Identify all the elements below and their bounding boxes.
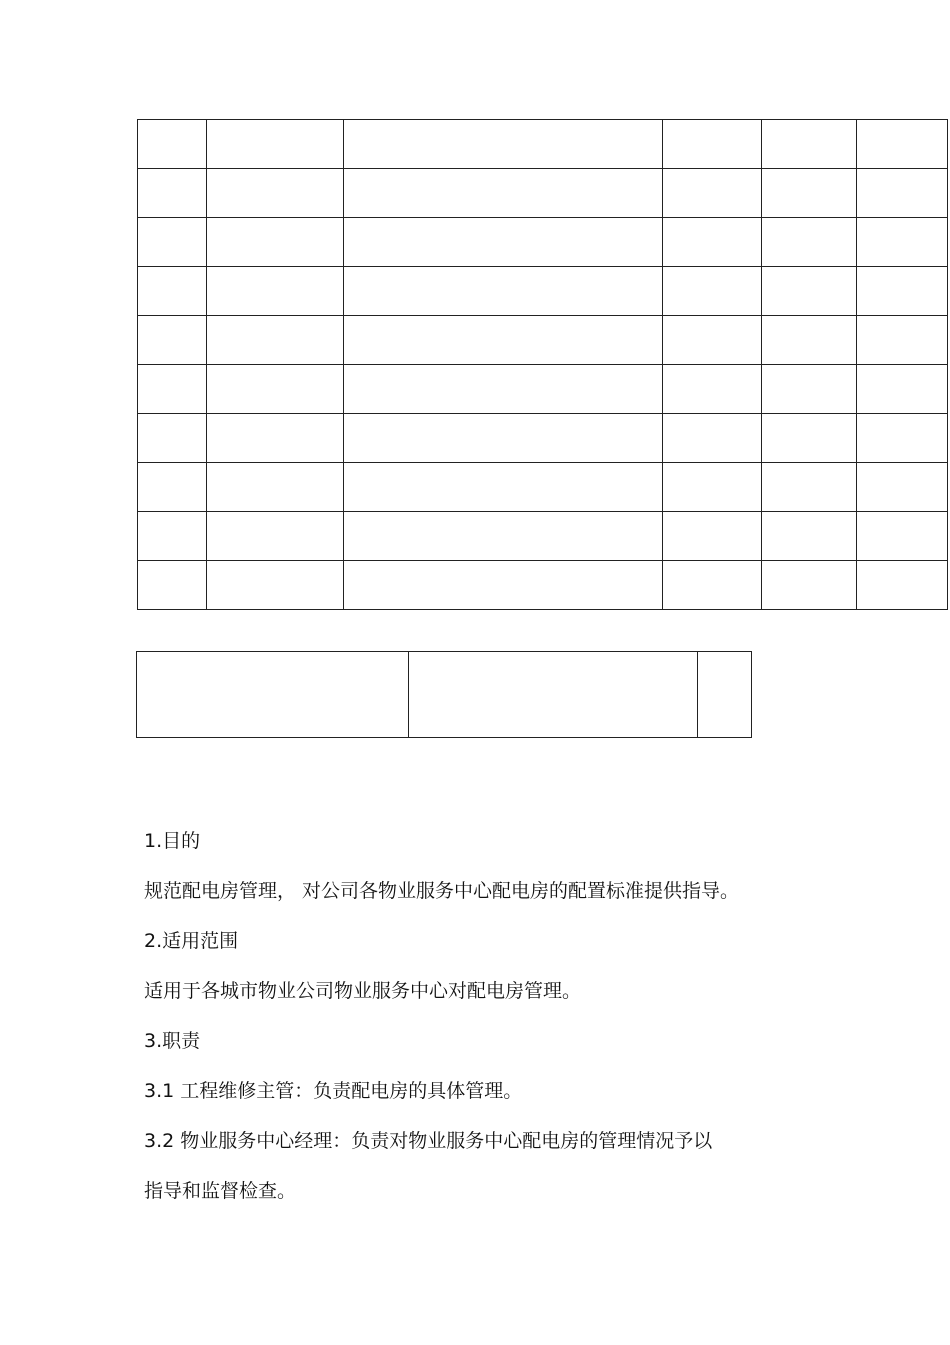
table-row — [137, 652, 752, 738]
table-cell — [207, 316, 344, 365]
table-cell — [663, 561, 762, 610]
table-cell — [857, 316, 948, 365]
table-row — [138, 463, 948, 512]
purpose-paragraph: 规范配电房管理， 对公司各物业服务中心配电房的配置标准提供指导。 — [144, 880, 740, 902]
table-cell — [762, 414, 857, 463]
table-cell — [857, 218, 948, 267]
table-cell — [138, 267, 207, 316]
document-body — [144, 826, 844, 1226]
table-cell — [663, 512, 762, 561]
duty-item-3-2: 3.2 物业服务中心经理：负责对物业服务中心配电房的管理情况予以 — [144, 1130, 713, 1152]
table-row — [138, 512, 948, 561]
table-cell — [344, 561, 663, 610]
table-row — [138, 414, 948, 463]
table-row — [138, 561, 948, 610]
table-cell — [207, 169, 344, 218]
table-row — [138, 120, 948, 169]
table-row — [138, 169, 948, 218]
table-cell — [857, 120, 948, 169]
table-row — [138, 267, 948, 316]
table-cell — [207, 561, 344, 610]
table-cell — [138, 120, 207, 169]
approval-table — [136, 651, 752, 738]
table-cell — [663, 267, 762, 316]
table-cell — [663, 120, 762, 169]
table-cell — [207, 512, 344, 561]
section-heading-purpose: 1.目的 — [144, 830, 201, 852]
table-cell — [138, 365, 207, 414]
section-heading-scope: 2.适用范围 — [144, 930, 239, 952]
table-cell — [762, 169, 857, 218]
table-row — [138, 316, 948, 365]
table-cell — [762, 218, 857, 267]
table-cell — [663, 316, 762, 365]
table-cell — [207, 365, 344, 414]
table-cell — [344, 267, 663, 316]
table-cell — [663, 169, 762, 218]
table-cell — [857, 463, 948, 512]
table-cell — [344, 218, 663, 267]
table-cell — [762, 561, 857, 610]
table-cell — [663, 414, 762, 463]
table-cell — [344, 463, 663, 512]
table-cell — [663, 365, 762, 414]
table-cell — [344, 169, 663, 218]
table-cell — [207, 218, 344, 267]
table-cell — [663, 218, 762, 267]
table-cell — [698, 652, 752, 738]
table-cell — [762, 120, 857, 169]
table-cell — [857, 561, 948, 610]
table-cell — [207, 463, 344, 512]
table-cell — [138, 512, 207, 561]
table-cell — [857, 267, 948, 316]
table-cell — [344, 120, 663, 169]
table-cell — [409, 652, 698, 738]
table-cell — [762, 512, 857, 561]
table-cell — [762, 267, 857, 316]
table-cell — [138, 169, 207, 218]
revision-record-table — [137, 119, 948, 610]
table-cell — [138, 414, 207, 463]
duty-item-3-2-continuation: 指导和监督检查。 — [144, 1180, 297, 1202]
table-row — [138, 218, 948, 267]
table-cell — [344, 316, 663, 365]
table-cell — [857, 512, 948, 561]
table-cell — [857, 169, 948, 218]
table-cell — [138, 316, 207, 365]
table-cell — [762, 365, 857, 414]
table-cell — [344, 512, 663, 561]
table-cell — [138, 561, 207, 610]
table-cell — [138, 463, 207, 512]
table-cell — [762, 463, 857, 512]
table-cell — [344, 365, 663, 414]
table-cell — [207, 267, 344, 316]
table-cell — [663, 463, 762, 512]
table-cell — [857, 365, 948, 414]
table-cell — [137, 652, 409, 738]
table-cell — [344, 414, 663, 463]
table-cell — [857, 414, 948, 463]
table-cell — [207, 414, 344, 463]
table-cell — [138, 218, 207, 267]
section-heading-duty: 3.职责 — [144, 1030, 201, 1052]
scope-paragraph: 适用于各城市物业公司物业服务中心对配电房管理。 — [144, 980, 582, 1002]
table-row — [138, 365, 948, 414]
table-cell — [207, 120, 344, 169]
duty-item-3-1: 3.1 工程维修主管：负责配电房的具体管理。 — [144, 1080, 523, 1102]
table-cell — [762, 316, 857, 365]
